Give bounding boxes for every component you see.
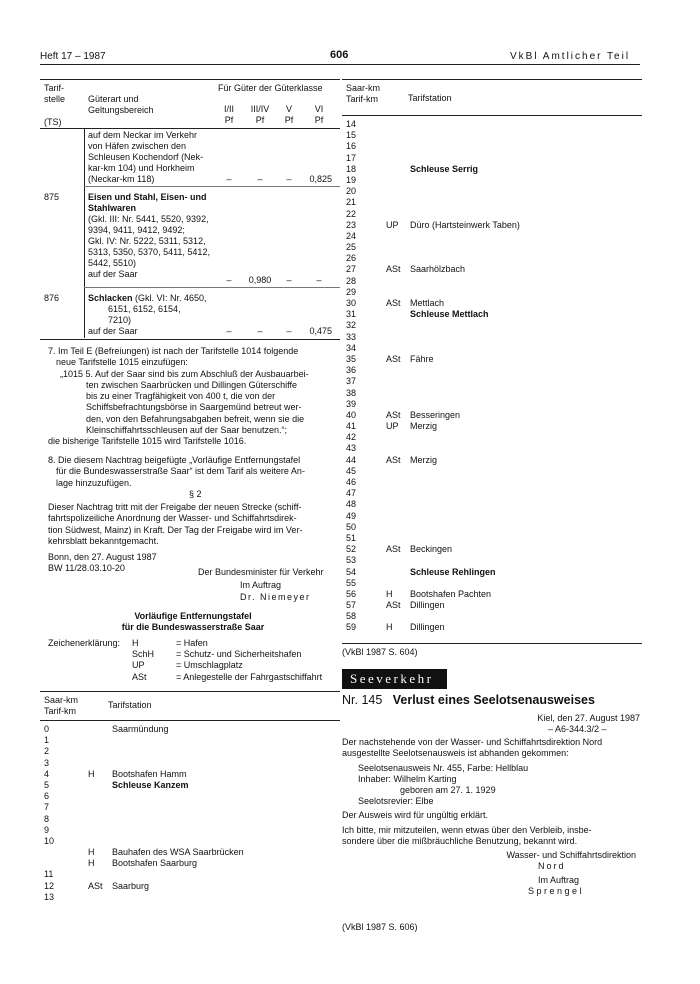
table-row: H Bootshafen Saarburg <box>88 858 198 869</box>
tarif-entry-875: Eisen und Stahl, Eisen- und Stahlwaren (Gkl. III: Nr. 5441, 5520, 9392, 9394, 9411, 9412, 9492; Gkl. IV: Nr. 5222, 5311, 5312, 5313, 5350, 5370, 5411, 5412, 5442, 5510) auf der Saar <box>88 192 210 279</box>
notice-invalid: Der Ausweis wird für ungültig erklärt. <box>342 810 489 820</box>
km-header-left: Saar-km Tarif-km <box>44 695 79 716</box>
notice-signatory: Sprengel <box>528 886 585 896</box>
cell-value: – <box>286 174 292 184</box>
notice-ref: – A6-344.3/2 – <box>548 724 607 734</box>
table-row: 18 Schleuse Serrig <box>346 163 479 174</box>
table-row: 34 <box>346 342 357 353</box>
th-ts: (TS) <box>44 117 62 127</box>
th-tarifstelle: Tarif- stelle <box>44 83 66 104</box>
cell-value: – <box>226 174 232 184</box>
table-row: 47 <box>346 488 357 499</box>
cell-value: – <box>226 326 232 336</box>
table-row: H Bauhafen des WSA Saarbrücken <box>88 847 244 858</box>
table-row: 57 ASt Dillingen <box>346 600 445 611</box>
table-row: 24 <box>346 230 357 241</box>
reference-number: BW 11/28.03.10-20 <box>48 563 125 573</box>
table-row: 4 H Bootshafen Hamm <box>44 768 187 779</box>
km-list-right <box>346 119 640 634</box>
th-class-1: I/II Pf <box>223 104 234 125</box>
cell-value: – <box>286 326 292 336</box>
table-row: 33 <box>346 331 357 342</box>
table-row: 31 Schleuse Mettlach <box>346 309 489 320</box>
table-row: 2 <box>44 746 50 757</box>
table-row: 12 ASt Saarburg <box>44 880 150 891</box>
th-gueterklasse: Für Güter der Güterklasse <box>218 83 323 93</box>
table-row: 19 <box>346 174 357 185</box>
table-row: 27 ASt Saarhölzbach <box>346 264 466 275</box>
table-row: 13 <box>44 891 55 902</box>
table-row: 28 <box>346 275 357 286</box>
authority: Der Bundesminister für Verkehr <box>198 567 324 577</box>
amendment-item-7: 7. Im Teil E (Befreiungen) ist nach der Tarifstelle 1014 folgende neue Tarifstelle 1015 einzufügen: „1015 5. Auf der Saar sind bis zum Abschluß der Ausbauarbei- ten zwischen Saarbrücken und Dillingen Güterschiffe bis zu einer Tragfähigkeit von 400 t, die von der Schiffsbefrachtungsbörse in Saargemünd betreut wer- den, von den Befahrungsabgaben befreit, wenn sie die Kleinschiffahrtsschleusen auf der Saar benutzen.“; die bisherige Tarifstelle 1015 wird Tarifstelle 1016. <box>48 346 309 447</box>
table-row: 32 <box>346 320 357 331</box>
table-row: 9 <box>44 824 50 835</box>
table-row: 26 <box>346 253 357 264</box>
section-heading: § 2 <box>189 489 202 499</box>
tarif-entry-876: Schlacken (Gkl. VI: Nr. 4650, 6151, 6152, 6154, 7210) auf der Saar <box>88 293 207 336</box>
notice-request: Ich bitte, mir mitzuteilen, wenn etwas über den Verbleib, insbe- sondere über die mißbräuchliche Benutzung, bekannt wird. <box>342 825 592 846</box>
table-row: 59 H Dillingen <box>346 622 445 633</box>
table-row: 56 H Bootshafen Pachten <box>346 588 492 599</box>
table-row: 49 <box>346 510 357 521</box>
cell-value: – <box>316 275 322 285</box>
table-row: 10 <box>44 835 55 846</box>
cell-value: – <box>226 275 232 285</box>
table-row: 37 <box>346 376 357 387</box>
notice-authority: Wasser- und Schiffahrtsdirektion <box>506 850 636 860</box>
station-header-left: Tarifstation <box>108 700 152 710</box>
notice-details: Seelotsenausweis Nr. 455, Farbe: Hellblau Inhaber: Wilhelm Karting geboren am 27. 1. 1929 Seelotsrevier: Elbe <box>358 763 529 806</box>
table-row: 55 <box>346 577 357 588</box>
th-class-2: III/IV Pf <box>250 104 270 125</box>
table-row: 29 <box>346 286 357 297</box>
table-row: 44 ASt Merzig <box>346 454 438 465</box>
notice-im-auftrag: Im Auftrag <box>538 875 580 885</box>
table-row: 14 <box>346 119 357 129</box>
tarif-no-876: 876 <box>44 293 60 303</box>
table-row: 58 <box>346 611 357 622</box>
station-header-right: Tarifstation <box>408 93 452 103</box>
table-row: 17 <box>346 152 357 163</box>
table-row: 39 <box>346 398 357 409</box>
citation: (VkBl 1987 S. 604) <box>342 647 418 657</box>
table-row: 16 <box>346 141 357 152</box>
table-row: 5 Schleuse Kanzem <box>44 779 189 790</box>
table-row: 38 <box>346 387 357 398</box>
table-row: 21 <box>346 197 357 208</box>
th-class-3: V Pf <box>284 104 294 125</box>
amendment-item-8: 8. Die diesem Nachtrag beigefügte „Vorläufige Entfernungstafel für die Bundeswasserstraße Saar“ ist dem Tarif als weitere An- lage hinzuzufügen. <box>48 455 305 488</box>
cell-value: 0,825 <box>309 174 332 184</box>
th-class-4: VI Pf <box>314 104 324 125</box>
cell-value: – <box>286 275 292 285</box>
table-row: 15 <box>346 130 357 141</box>
cell-value: – <box>257 326 263 336</box>
table-row: 53 <box>346 555 357 566</box>
notice-intro: Der nachstehende von der Wasser- und Schiffahrtsdirektion Nord ausgestellte Seelotsenausweis ist abhanden gekommen: <box>342 737 603 758</box>
table-row: 22 <box>346 208 357 219</box>
table-row: 11 <box>44 869 54 880</box>
table-row: 46 <box>346 477 357 487</box>
page-number: 606 <box>330 49 349 61</box>
place-date: Bonn, den 27. August 1987 <box>48 552 157 562</box>
table-row: 50 <box>346 521 357 532</box>
table-row: 52 ASt Beckingen <box>346 544 453 555</box>
tarif-entry-continuation: auf dem Neckar im Verkehr von Häfen zwischen den Schleusen Kochendorf (Nek- kar-km 104) und Horkheim (Neckar-km 118) <box>88 130 204 184</box>
notice-date: Kiel, den 27. August 1987 <box>537 713 640 723</box>
table-row: 35 ASt Fähre <box>346 353 434 364</box>
notice-heading: Nr. 145 Verlust eines Seelotsenausweises <box>342 693 595 707</box>
th-gueterart: Güterart und Geltungsbereich <box>88 94 154 115</box>
table-row: 8 <box>44 813 50 824</box>
running-header-left: Heft 17 – 1987 <box>40 51 106 62</box>
table-row: 36 <box>346 365 357 376</box>
citation: (VkBl 1987 S. 606) <box>342 922 418 932</box>
table-row: 1 <box>44 735 50 746</box>
table-row: 3 <box>44 757 50 768</box>
cell-value: 0,980 <box>248 275 272 285</box>
table-row: 48 <box>346 499 357 510</box>
section-2-text: Dieser Nachtrag tritt mit der Freigabe der neuen Strecke (schiff- fahrtspolizeiliche Anordnung der Wasser- und Schiffahrtsdirek- tion Südwest, Mainz) in Kraft. Der Tag der Freigabe wird im Ver- kehrsblatt bekanntgemacht. <box>48 502 303 546</box>
table-row: 20 <box>346 186 357 197</box>
table-row: 41 UP Merzig <box>346 421 438 432</box>
table-row: 54 Schleuse Rehlingen <box>346 566 496 577</box>
table-row: 7 <box>44 802 50 813</box>
table-row: 0 Saarmündung <box>44 724 169 734</box>
table-row: 51 <box>346 532 357 543</box>
table-row: 40 ASt Besseringen <box>346 409 461 420</box>
km-header-right: Saar-km Tarif-km <box>346 83 381 104</box>
legend-label: Zeichenerklärung: <box>48 638 121 648</box>
table-row: 45 <box>346 465 357 476</box>
notice-region: Nord <box>538 861 566 871</box>
km-list-left <box>44 724 340 903</box>
tafel-title: Vorläufige Entfernungstafel für die Bundeswasserstraße Saar <box>121 611 265 632</box>
tarif-no-875: 875 <box>44 192 60 202</box>
running-header-right: VkBl Amtlicher Teil <box>510 51 631 62</box>
table-row: 30 ASt Mettlach <box>346 298 445 308</box>
table-row: 42 <box>346 432 357 443</box>
table-row: 23 UP Düro (Hartsteinwerk Taben) <box>346 219 520 230</box>
table-row: 6 <box>44 791 50 802</box>
cell-value: – <box>257 174 263 184</box>
cell-value: 0,475 <box>309 326 332 336</box>
signatory: Dr. Niemeyer <box>240 592 311 602</box>
im-auftrag: Im Auftrag <box>240 580 282 590</box>
table-row: 25 <box>346 242 357 253</box>
table-row: 43 <box>346 443 357 454</box>
section-banner: Seeverkehr <box>342 669 447 689</box>
